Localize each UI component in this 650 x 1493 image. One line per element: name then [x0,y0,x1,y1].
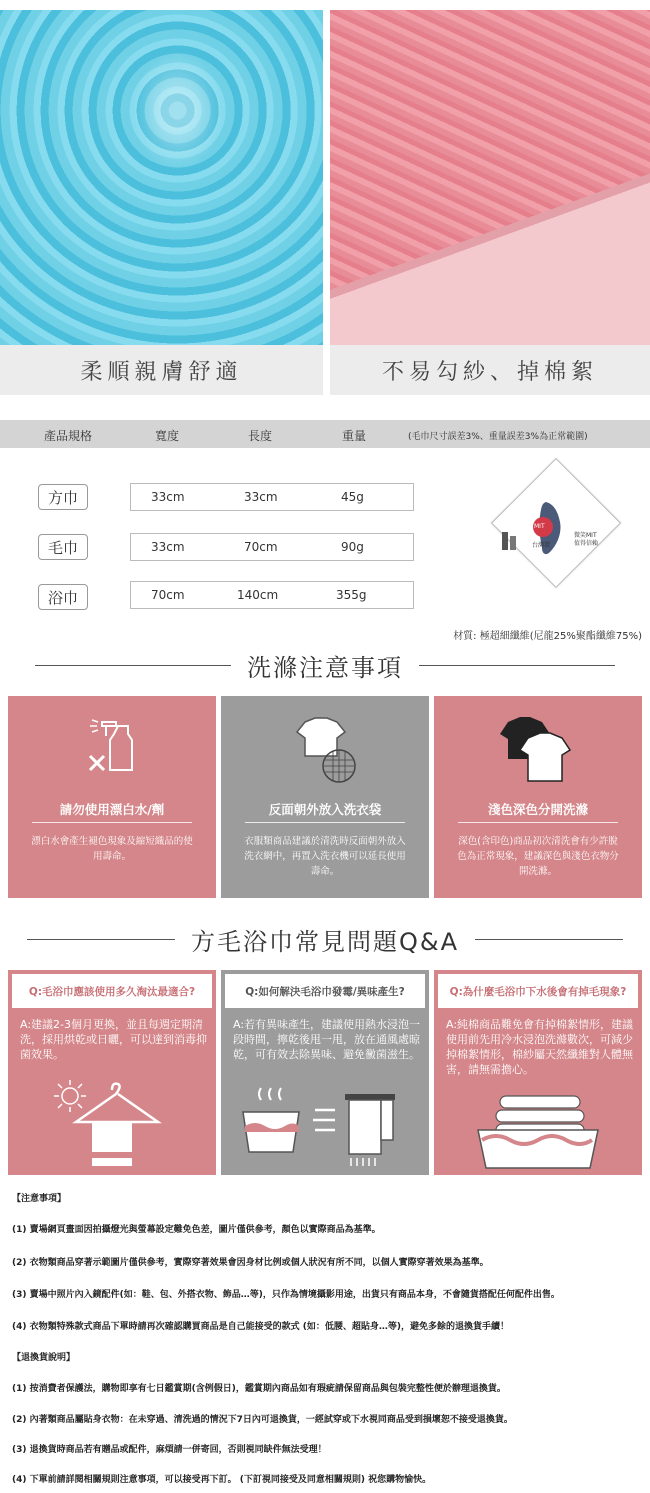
qa-section-title [0,922,650,957]
wash-card-title: 反面朝外放入洗衣袋 [268,802,382,817]
wash-card-desc: 深色(含印色)商品初次清洗會有少許脫色為正常現象，建議深色與淺色衣物分開洗滌。 [457,836,619,877]
wash-card-title: 請勿使用漂白水/劑 [59,802,165,817]
qa-answer: A:純棉商品難免會有掉棉絮情形，建議使用前先用冷水浸泡洗滌數次，可減少掉棉絮情形，棉紗屬天然纖維對人體無害，請無需擔心。 [446,1018,634,1076]
qa-answer: A:若有異味產生，建議使用熱水浸泡一段時間，擰乾後甩一甩，放在通風處晾乾，可有效去除異味、避免黴菌滋生。 [233,1018,421,1061]
size-length: 140cm [237,588,279,602]
wash-card-desc: 衣服類商品建議於清洗時反面朝外放入洗衣網中，再置入洗衣機可以延長使用壽命。 [244,836,406,877]
notes-heading-2: 【退換貨說明】 [12,1353,76,1363]
note-item: (4) 衣物類特殊款式商品下單時請再次確認購買商品是自己能接受的款式 (如：低腰、超貼身…等)，避免多餘的退換貨手續！ [12,1322,509,1332]
washing-title: 洗滌注意事項 [247,654,403,682]
size-length: 33cm [244,490,278,504]
badge-title2: 值得信賴 [574,540,599,547]
towel-photo-blue [0,10,323,345]
soak-and-dry-icon [221,1076,429,1171]
qa-card-smell [221,970,429,1175]
spec-header-note: (毛巾尺寸誤差3%、重量誤差3%為正常範圍) [408,432,588,442]
note-item: (1) 賣場網頁畫面因拍攝燈光與螢幕設定難免色差，圖片僅供參考，顏色以實際商品為基準。 [12,1225,381,1235]
towel-photo-pink [330,10,650,345]
return-item: (3) 退換貨時商品若有贈品或配件，麻煩請一併寄回，否則視同缺件無法受理！ [12,1445,327,1455]
badge-title1: 微笑MIT [574,532,597,539]
qa-card-lint [434,970,642,1175]
size-weight: 90g [341,540,364,554]
size-width: 70cm [151,588,185,602]
size-length: 70cm [244,540,278,554]
return-item: (1) 按消費者保護法，購物即享有七日鑑賞期(含例假日)，鑑賞期內商品如有瑕疵請保留商品與包裝完整性便於辦理退換貨。 [12,1384,506,1394]
taiwan-map-icon [488,470,624,606]
spec-header-weight: 重量 [342,429,367,443]
qa-answer: A:建議2-3個月更換，並且每週定期清洗，採用烘乾或日曬，可以達到消毒抑菌效果。 [20,1018,207,1061]
qa-question: Q:如何解決毛浴巾發霉/異味產生? [225,974,425,1008]
notes-heading-1: 【注意事項】 [12,1194,67,1204]
shirts-icon [488,708,588,788]
size-weight: 45g [341,490,364,504]
qa-title: 方毛浴巾常見問題Q&A [190,928,460,956]
caption-right: 不易勾紗、掉棉絮 [330,345,650,395]
caption-left: 柔順親膚舒適 [0,345,323,395]
material-text: 材質: 極超細纖維(尼龍25%聚酯纖維75%) [453,631,642,642]
spec-header [0,420,650,448]
wash-card-separate [434,696,642,898]
size-row-face [130,533,414,561]
qa-question: Q:毛浴巾應該使用多久淘汰最適合? [12,974,212,1008]
wash-card-desc: 漂白水會產生褪色現象及縮短織品的使用壽命。 [31,836,193,862]
size-label-face: 毛巾 [38,534,88,560]
folded-towels-icon [434,1076,642,1171]
spec-header-length: 長度 [248,429,273,443]
note-item: (2) 衣物類商品穿著示範圖片僅供參考，實際穿著效果會因身材比例或個人狀況有所不同，以個人實際穿著效果為基準。 [12,1258,489,1268]
badge-taiwan: 台灣製 [532,542,551,549]
size-width: 33cm [151,490,185,504]
size-label-square: 方巾 [38,484,88,510]
spec-header-width: 寬度 [155,429,180,443]
qa-question: Q:為什麼毛浴巾下水後會有掉毛現象? [438,974,638,1008]
spec-header-name: 產品規格 [44,429,93,443]
size-row-square [130,483,414,511]
size-weight: 355g [336,588,367,602]
return-item: (4) 下單前請詳閱相關規則注意事項，可以接受再下訂。 (下訂視同接受及同意相關規則) 祝您購物愉快。 [12,1475,432,1485]
qa-card-replace [8,970,216,1175]
wash-card-title: 淺色深色分開洗滌 [487,802,588,817]
size-width: 33cm [151,540,185,554]
size-row-bath [130,581,414,609]
hanging-towel-icon [8,1076,216,1171]
badge-mit: MIT [534,523,545,530]
wash-card-bleach [8,696,216,898]
return-item: (2) 內著類商品屬貼身衣物：在未穿過、清洗過的情況下7日內可退換貨，一經試穿或下水視同商品受到損壞恕不接受退換貨。 [12,1415,513,1425]
size-label-bath: 浴巾 [38,584,88,610]
note-item: (3) 賣場中照片內入鏡配件(如：鞋、包、外搭衣物、飾品…等)，只作為情境攝影用途，出貨只有商品本身，不會隨貨搭配任何配件出售。 [12,1290,560,1300]
laundry-bag-icon [275,708,375,788]
wash-card-laundry-bag [221,696,429,898]
mit-badge [488,470,624,606]
no-bleach-icon [62,708,162,788]
washing-section-title [0,648,650,683]
